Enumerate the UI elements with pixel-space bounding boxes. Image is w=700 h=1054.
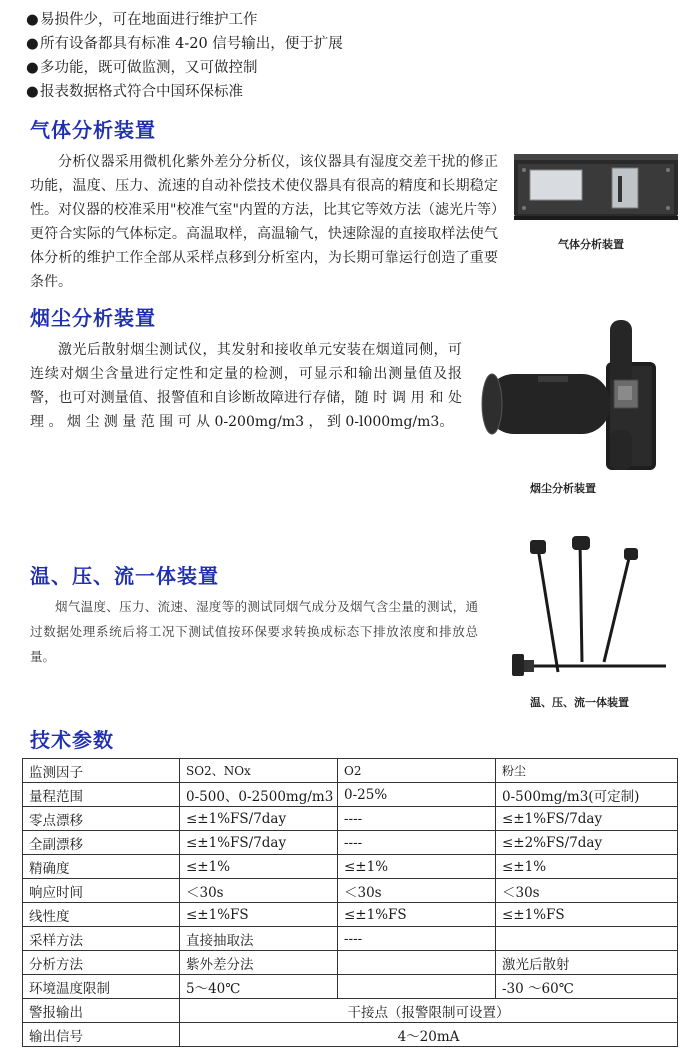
dust-analyzer-caption: 烟尘分析装置 [530, 482, 596, 495]
table-row [23, 1023, 678, 1047]
table-row [23, 879, 678, 903]
table-cell: 分析方法 [23, 951, 180, 975]
table-row [23, 927, 678, 951]
table-cell: 监测因子 [23, 759, 180, 783]
table-row [23, 903, 678, 927]
table-row [23, 999, 678, 1023]
table-row [23, 855, 678, 879]
feature-item: ●所有设备都具有标准 4-20 信号输出，便于扩展 [26, 32, 626, 56]
table-cell [496, 927, 678, 951]
table-cell: 0-25% [338, 783, 496, 807]
dust-section-text: 激光后散射烟尘测试仪，其发射和接收单元安装在烟道同侧，可连续对烟尘含量进行定性和定量的检测，可显示和输出测量值及报警，也可对测量值、报警值和自诊断故障进行存储，随 时 调 用 和 处 理 。 烟 尘 测 量 范 围 可 从 0-200mg/m3 ， 到 0-l000mg/m3。 [30, 342, 462, 430]
table-cell: 0-500mg/m3(可定制) [496, 783, 678, 807]
tpf-probe-image [500, 534, 670, 684]
feature-item: ●易损件少，可在地面进行维护工作 [26, 8, 626, 32]
table-cell [338, 951, 496, 975]
table-cell: 4～20mA [180, 1023, 678, 1047]
table-cell: ＜30s [180, 879, 338, 903]
table-cell: ---- [338, 831, 496, 855]
table-cell: ＜30s [496, 879, 678, 903]
table-cell: 采样方法 [23, 927, 180, 951]
table-row [23, 807, 678, 831]
table-cell: -30 ～60℃ [496, 975, 678, 999]
bullet-icon: ● [26, 12, 39, 28]
spec-section-title: 技术参数 [30, 728, 114, 752]
table-cell: ≤±1% [338, 855, 496, 879]
table-cell: ≤±1%FS [338, 903, 496, 927]
table-row [23, 831, 678, 855]
table-cell: ---- [338, 807, 496, 831]
bullet-icon: ● [26, 36, 39, 52]
table-cell [338, 975, 496, 999]
table-cell: ≤±1% [496, 855, 678, 879]
table-cell: 零点漂移 [23, 807, 180, 831]
gas-analyzer-image [512, 150, 680, 230]
spec-table [22, 758, 678, 1047]
table-cell: 紫外差分法 [180, 951, 338, 975]
table-row [23, 975, 678, 999]
table-cell: 量程范围 [23, 783, 180, 807]
table-cell: O2 [338, 759, 496, 783]
table-cell: ≤±1% [180, 855, 338, 879]
table-cell: 直接抽取法 [180, 927, 338, 951]
table-cell: ≤±1%FS [496, 903, 678, 927]
tpf-probe-caption: 温、压、流一体装置 [530, 696, 629, 709]
table-cell: 5～40℃ [180, 975, 338, 999]
table-cell: ≤±1%FS/7day [180, 831, 338, 855]
gas-section-title: 气体分析装置 [30, 118, 156, 142]
feature-item: ●多功能，既可做监测，又可做控制 [26, 56, 626, 80]
table-cell: 全副漂移 [23, 831, 180, 855]
table-cell: 激光后散射 [496, 951, 678, 975]
table-cell: 精确度 [23, 855, 180, 879]
table-cell: 0-500、0-2500mg/m3 [180, 783, 338, 807]
feature-list [26, 8, 626, 104]
table-header-row [23, 759, 678, 783]
table-cell: 环境温度限制 [23, 975, 180, 999]
gas-section-text: 分析仪器采用微机化紫外差分分析仪，该仪器具有湿度交差干扰的修正功能，温度、压力、流速的自动补偿技术使仪器具有很高的精度和长期稳定性。对仪器的校准采用"校准气室"内置的方法，比其它等效方法（滤光片等）更符合实际的气体标定。高温取样，高温输气，快速除湿的直接取样法使气体分析的维护工作全部从采样点移到分析室内，为长期可靠运行创造了重要条件。 [30, 154, 498, 290]
table-cell: 警报输出 [23, 999, 180, 1023]
table-cell: 粉尘 [496, 759, 678, 783]
table-cell: ---- [338, 927, 496, 951]
table-row [23, 951, 678, 975]
table-cell: ≤±1%FS/7day [496, 807, 678, 831]
table-cell: ≤±2%FS/7day [496, 831, 678, 855]
table-cell: 干接点（报警限制可设置） [180, 999, 678, 1023]
bullet-icon: ● [26, 84, 39, 100]
temp-section-title: 温、压、流一体装置 [30, 564, 219, 588]
dust-analyzer-image [478, 316, 664, 476]
bullet-icon: ● [26, 60, 39, 76]
table-cell: 线性度 [23, 903, 180, 927]
table-cell: 输出信号 [23, 1023, 180, 1047]
table-cell: ＜30s [338, 879, 496, 903]
table-cell: ≤±1%FS [180, 903, 338, 927]
table-cell: ≤±1%FS/7day [180, 807, 338, 831]
dust-section-title: 烟尘分析装置 [30, 306, 156, 330]
table-cell: 响应时间 [23, 879, 180, 903]
temp-section-text: 烟气温度、压力、流速、湿度等的测试同烟气成分及烟气含尘量的测试，通过数据处理系统后将工况下测试值按环保要求转换成标态下排放浓度和排放总量。 [30, 599, 478, 664]
table-cell: SO2、NOx [180, 759, 338, 783]
feature-item: ●报表数据格式符合中国环保标准 [26, 80, 626, 104]
gas-analyzer-caption: 气体分析装置 [558, 238, 624, 251]
table-row [23, 783, 678, 807]
